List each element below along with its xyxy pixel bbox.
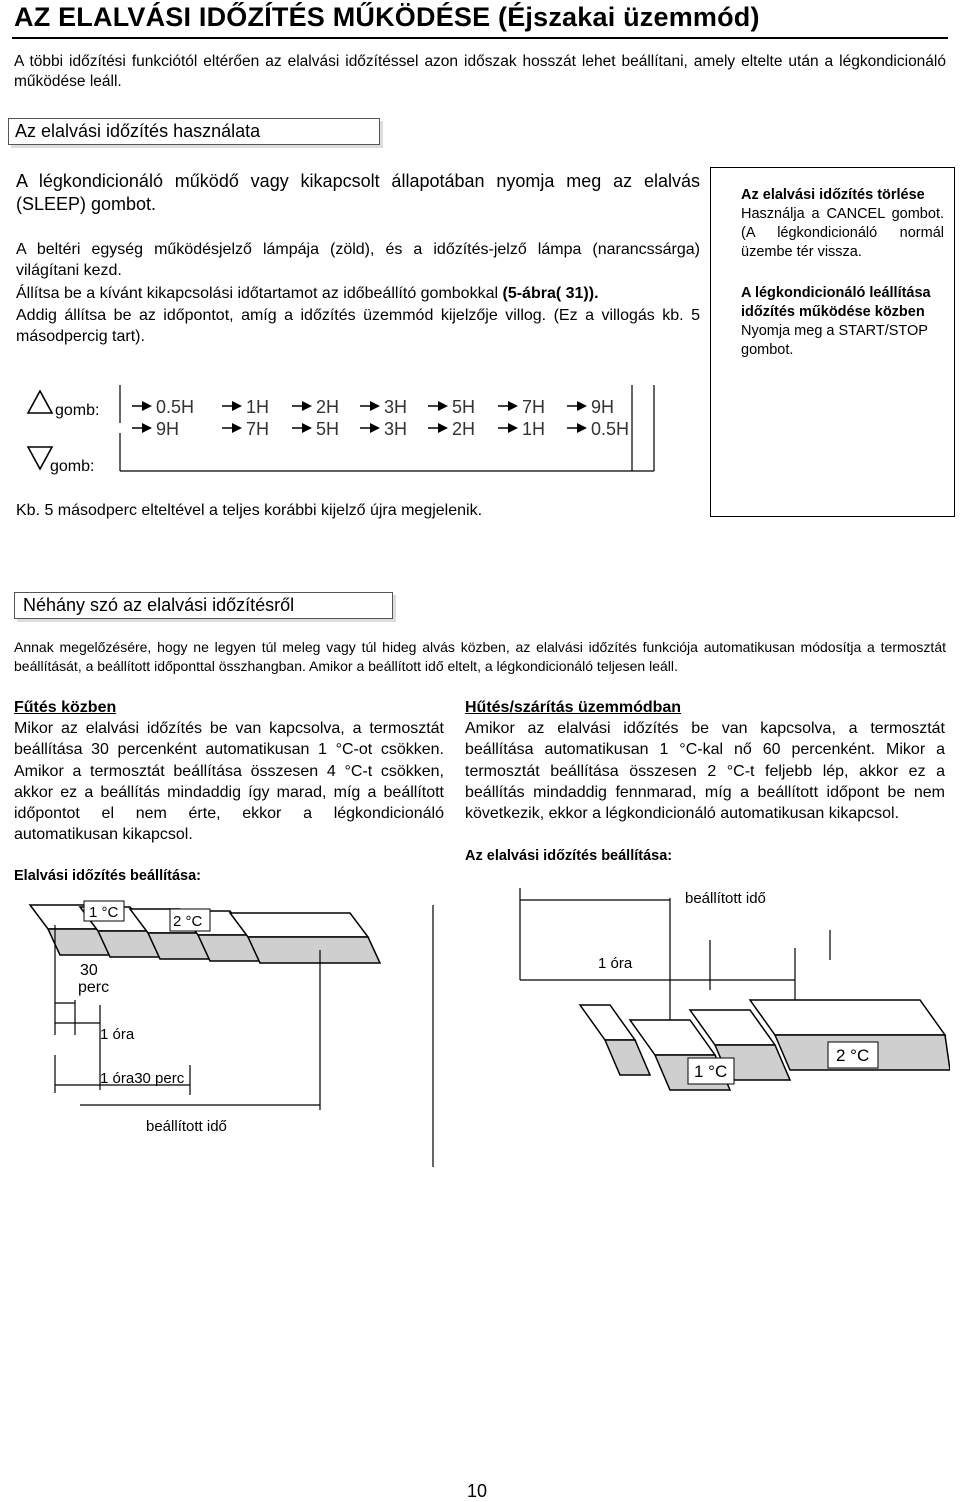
cooling-title: Hűtés/szárítás üzemmódban: [465, 699, 682, 716]
down-sequence-step: 1H: [522, 419, 546, 439]
cooling-1ora-label: 1 óra: [598, 955, 633, 972]
step-set-time: Állítsa be a kívánt kikapcsolási időtartamot az időbeállító gombokkal (5-ábra( 31)).: [16, 285, 599, 302]
heating-1ora30-label: 1 óra30 perc: [100, 1070, 185, 1087]
heating-perc-label: perc: [78, 979, 110, 996]
up-sequence-step: 7H: [522, 397, 546, 417]
down-sequence-step: 9H: [156, 419, 180, 439]
cooling-staircase-diagram: [460, 870, 950, 1130]
down-sequence-step: 5H: [316, 419, 340, 439]
cooling-text: Amikor az elalvási időzítés be van kapcsolva, a termosztát beállítása automatikusan 1 °C-kal nő 60 percenként. Mikor a termosztát beállítása összesen 2 °C-t feljebb lép, akkor ez a beállítás mindaddig fennmarad, míg a beállított időpont be nem következik, ekkor a légkondicionáló automatikusan kikapcsol.: [465, 720, 945, 823]
up-sequence-step: 5H: [452, 397, 476, 417]
up-triangle-icon: [28, 391, 52, 413]
about-paragraph: Annak megelőzésére, hogy ne legyen túl meleg vagy túl hideg alvás közben, az elalvási időzítés funkciója automatikusan módosítja a termosztát beállítását, a beállított időponttal összhangban. Amikor a beállított idő eltelt, a légkondicionáló teljesen leáll.: [14, 639, 946, 674]
heating-2c-label: 2 °C: [173, 913, 203, 930]
page-title: AZ ELALVÁSI IDŐZÍTÉS MŰKÖDÉSE (Éjszakai üzemmód): [14, 2, 760, 32]
heating-1ora-label: 1 óra: [100, 1026, 135, 1043]
cancel-title: Az elalvási időzítés törlése: [741, 187, 925, 203]
heating-title: Fűtés közben: [14, 699, 117, 716]
cooling-1c-label: 1 °C: [694, 1062, 728, 1081]
intro-paragraph: A többi időzítési funkciótól eltérően az elalvási időzítéssel azon időszak hosszát lehet beállítani, amely eltelte után a légkondicionáló működése leáll.: [14, 53, 946, 90]
restore-note: Kb. 5 másodperc elteltével a teljes korábbi kijelző újra megjelenik.: [16, 502, 483, 519]
section-heading-usage: Az elalvási időzítés használata: [8, 118, 380, 145]
heating-set-time-label: beállított idő: [146, 1118, 227, 1135]
heating-text: Mikor az elalvási időzítés be van kapcsolva, a termosztát beállítása 30 percenként automatikusan 1 °C-ot csökken. Amikor a termosztát beállítása összesen 4 °C-t csökken, akkor ez a beállítás mindaddig így marad, míg a beállított időpontot el nem érte, ekkor a légkondicionáló automatikusan kikapcsol.: [14, 720, 444, 844]
up-sequence-step: 2H: [316, 397, 340, 417]
up-sequence-step: 3H: [384, 397, 408, 417]
cooling-setting-label: Az elalvási időzítés beállítása:: [465, 848, 673, 864]
down-sequence-step: 7H: [246, 419, 270, 439]
down-button-label: gomb:: [50, 458, 95, 475]
up-sequence-step: 0.5H: [156, 397, 195, 417]
down-sequence-step: 0.5H: [591, 419, 630, 439]
page-number: 10: [467, 1481, 488, 1501]
step-lamps: A beltéri egység működésjelző lámpája (zöld), és a időzítés-jelző lámpa (narancssárga) világítani kezd.: [16, 241, 700, 279]
up-button-label: gomb:: [55, 402, 100, 419]
up-sequence-step: 9H: [591, 397, 615, 417]
heating-setting-label: Elalvási időzítés beállítása:: [14, 868, 201, 884]
cooling-2c-label: 2 °C: [836, 1046, 870, 1065]
stop-title: A légkondicionáló leállítása időzítés működése közben: [741, 285, 931, 320]
down-triangle-icon: [28, 447, 52, 469]
heating-30-label: 30: [80, 962, 98, 979]
down-sequence-step: 2H: [452, 419, 476, 439]
timer-sequence-figure: [20, 385, 660, 480]
side-info-box: [710, 167, 955, 517]
heating-staircase-diagram: [20, 895, 460, 1175]
down-sequence: [132, 419, 629, 439]
down-sequence-step: 3H: [384, 419, 408, 439]
cooling-set-time-label: beállított idő: [685, 890, 766, 907]
heating-1c-label: 1 °C: [89, 904, 119, 921]
title-rule: [12, 37, 948, 39]
step-sleep-button: A légkondicionáló működő vagy kikapcsolt állapotában nyomja meg az elalvás (SLEEP) gombot.: [16, 171, 700, 214]
up-sequence-step: 1H: [246, 397, 270, 417]
section-heading-about: Néhány szó az elalvási időzítésről: [14, 592, 393, 619]
stop-text: Nyomja meg a START/STOP gombot.: [741, 323, 928, 358]
step-blink: Addig állítsa be az időpontot, amíg a időzítés üzemmód kijelzője villog. (Ez a villogás kb. 5 másodpercig tart).: [16, 307, 700, 345]
cancel-text: Használja a CANCEL gombot. (A légkondicionáló normál üzembe tér vissza.: [741, 206, 944, 260]
up-sequence: [132, 397, 614, 417]
